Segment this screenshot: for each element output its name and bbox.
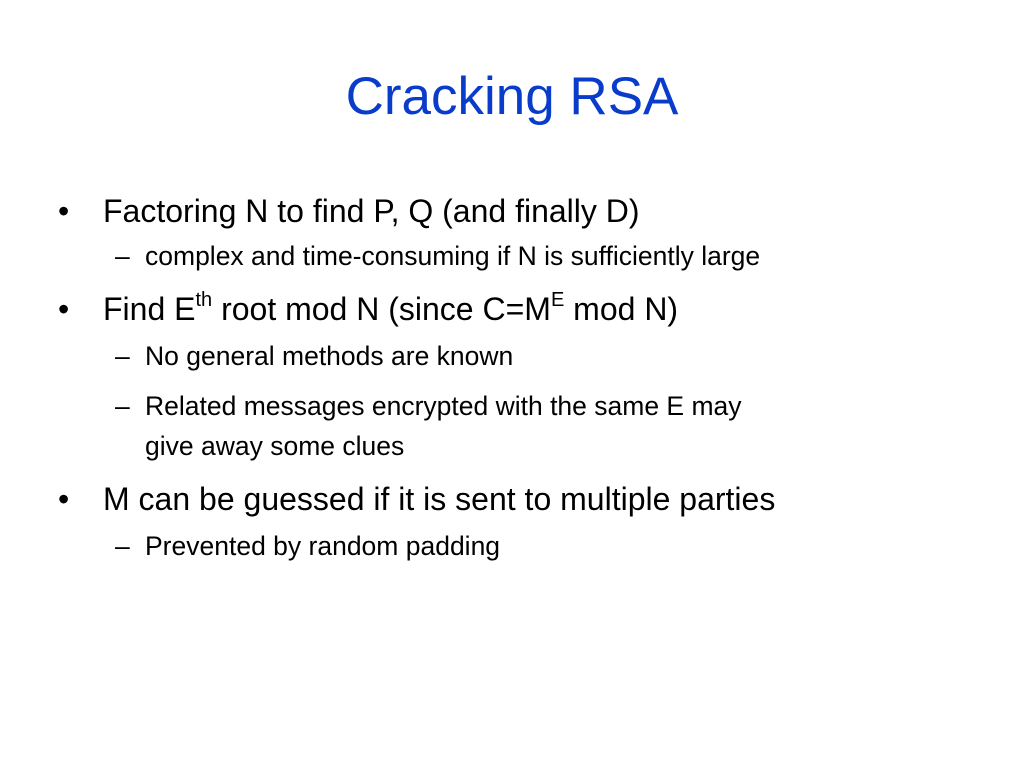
sub-bullet-item bbox=[58, 526, 958, 566]
slide-title: Cracking RSA bbox=[345, 67, 679, 126]
bullet-text: M can be guessed if it is sent to multiple parties bbox=[103, 481, 776, 517]
bullet-item bbox=[58, 190, 958, 232]
bullet-text bbox=[103, 291, 678, 327]
superscript: th bbox=[195, 289, 213, 312]
bullet-icon: • bbox=[58, 481, 70, 517]
sub-bullet-item bbox=[58, 386, 958, 466]
bullet-item bbox=[58, 478, 958, 520]
sub-bullet-text-continued: give away some clues bbox=[145, 431, 405, 461]
bullet-item bbox=[58, 288, 958, 330]
sub-bullet-item bbox=[58, 236, 958, 276]
bullet-list bbox=[58, 190, 958, 566]
bullet-text-part: root mod N (since C=M bbox=[212, 291, 551, 327]
dash-icon: – bbox=[115, 391, 130, 421]
sub-bullet-text: No general methods are known bbox=[145, 341, 514, 371]
dash-icon: – bbox=[115, 531, 130, 561]
bullet-text-part: Find E bbox=[103, 291, 196, 327]
superscript: E bbox=[550, 289, 565, 312]
sub-bullet-text: complex and time-consuming if N is sufficiently large bbox=[145, 241, 761, 271]
bullet-icon: • bbox=[58, 193, 70, 229]
sub-bullet-text: Related messages encrypted with the same E may bbox=[145, 391, 742, 421]
dash-icon: – bbox=[115, 341, 130, 371]
bullet-icon: • bbox=[58, 291, 70, 327]
sub-bullet-item bbox=[58, 336, 958, 376]
bullet-text: Factoring N to find P, Q (and finally D) bbox=[103, 193, 640, 229]
dash-icon: – bbox=[115, 241, 130, 271]
bullet-text-part: mod N) bbox=[564, 291, 679, 327]
sub-bullet-text: Prevented by random padding bbox=[145, 531, 501, 561]
